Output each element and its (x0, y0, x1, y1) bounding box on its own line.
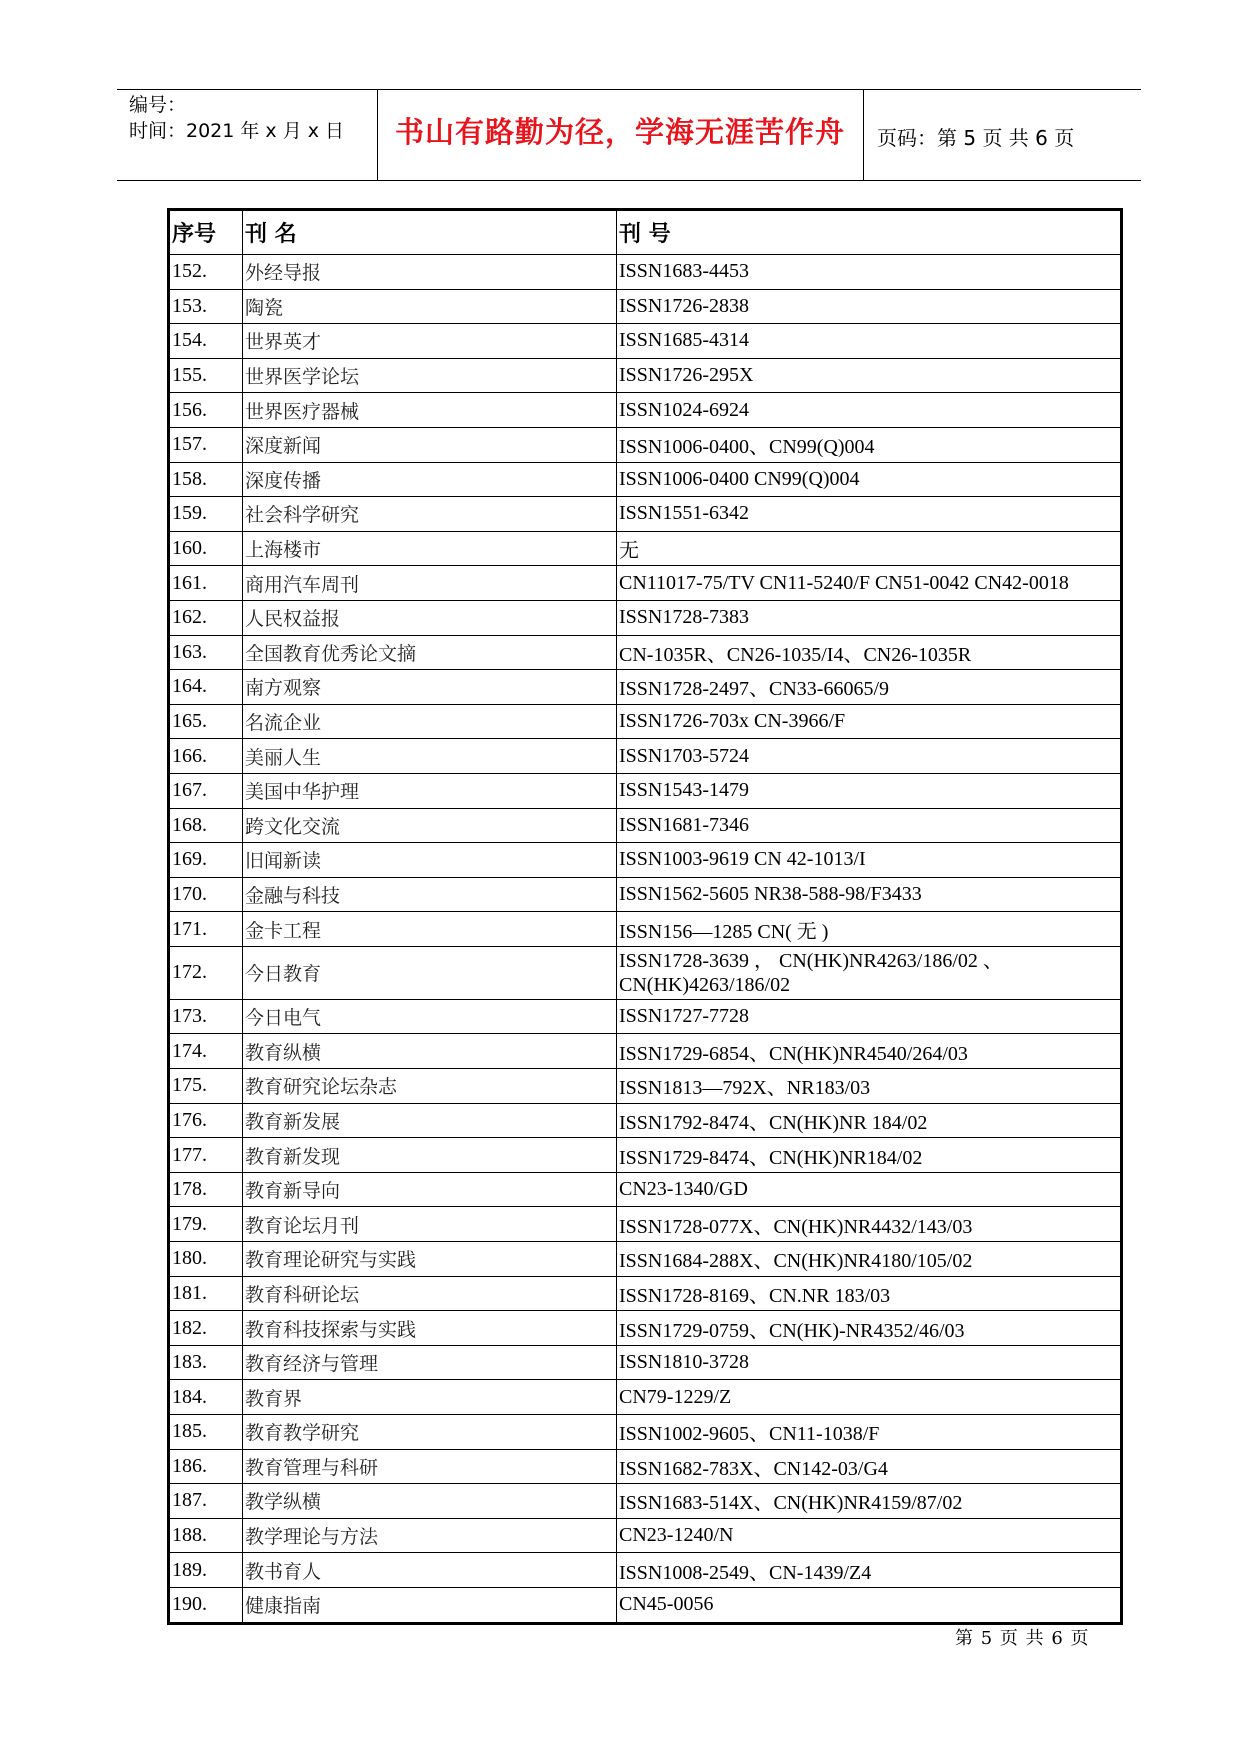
row-number: 163. (169, 635, 243, 670)
row-number: 177. (169, 1138, 243, 1173)
table-row (169, 739, 1122, 774)
row-number: 186. (169, 1449, 243, 1484)
row-number: 188. (169, 1518, 243, 1553)
document-time-label: 时间：2021 年 x 月 x 日 (129, 120, 345, 142)
column-header-number: 序号 (169, 210, 243, 255)
table-row (169, 877, 1122, 912)
journal-name: 教育教学研究 (243, 1415, 617, 1450)
row-number: 173. (169, 999, 243, 1034)
row-number: 159. (169, 497, 243, 532)
page-header (117, 89, 1141, 181)
journal-issn: ISSN1728-3639 ， CN(HK)NR4263/186/02 、 CN(HK)4263/186/02 (617, 946, 1122, 999)
header-meta (129, 92, 344, 144)
journal-name: 教育管理与科研 (243, 1449, 617, 1484)
journal-issn: CN23-1340/GD (617, 1172, 1122, 1207)
table-row (169, 1242, 1122, 1277)
table-row (169, 1587, 1122, 1623)
journal-name: 教学纵横 (243, 1484, 617, 1519)
journal-name: 健康指南 (243, 1587, 617, 1623)
journal-name: 全国教育优秀论文摘 (243, 635, 617, 670)
row-number: 185. (169, 1415, 243, 1450)
table-body (169, 255, 1122, 1624)
row-number: 154. (169, 324, 243, 359)
journal-name: 上海楼市 (243, 531, 617, 566)
table-row (169, 255, 1122, 290)
row-number: 160. (169, 531, 243, 566)
journal-issn: ISSN1562-5605 NR38-588-98/F3433 (617, 877, 1122, 912)
table-row (169, 999, 1122, 1034)
journal-name: 美国中华护理 (243, 773, 617, 808)
table-row (169, 1034, 1122, 1069)
row-number: 187. (169, 1484, 243, 1519)
journal-name: 世界英才 (243, 324, 617, 359)
table-row (169, 462, 1122, 497)
row-number: 165. (169, 704, 243, 739)
journal-issn: ISSN1543-1479 (617, 773, 1122, 808)
journal-name: 教育新导向 (243, 1172, 617, 1207)
journal-name: 外经导报 (243, 255, 617, 290)
row-number: 172. (169, 946, 243, 999)
journal-issn: ISSN1728-7383 (617, 600, 1122, 635)
row-number: 157. (169, 427, 243, 462)
table-row (169, 531, 1122, 566)
journal-name: 人民权益报 (243, 600, 617, 635)
journal-name: 教育科研论坛 (243, 1276, 617, 1311)
row-number: 189. (169, 1553, 243, 1588)
journal-table (167, 208, 1123, 1625)
row-number: 168. (169, 808, 243, 843)
journal-issn: ISSN1024-6924 (617, 393, 1122, 428)
journal-issn: ISSN1681-7346 (617, 808, 1122, 843)
journal-issn: ISSN1726-703x CN-3966/F (617, 704, 1122, 739)
table-row (169, 1518, 1122, 1553)
table-row (169, 393, 1122, 428)
row-number: 170. (169, 877, 243, 912)
journal-name: 跨文化交流 (243, 808, 617, 843)
journal-issn: 无 (617, 531, 1122, 566)
journal-issn: ISSN1729-6854、CN(HK)NR4540/264/03 (617, 1034, 1122, 1069)
row-number: 178. (169, 1172, 243, 1207)
row-number: 162. (169, 600, 243, 635)
journal-name: 南方观察 (243, 670, 617, 705)
row-number: 175. (169, 1069, 243, 1104)
column-header-name: 刊 名 (243, 210, 617, 255)
table-row (169, 704, 1122, 739)
journal-issn: CN23-1240/N (617, 1518, 1122, 1553)
row-number: 174. (169, 1034, 243, 1069)
table-row (169, 1415, 1122, 1450)
journal-issn: CN-1035R、CN26-1035/I4、CN26-1035R (617, 635, 1122, 670)
table-row (169, 566, 1122, 601)
journal-issn: ISSN1728-077X、CN(HK)NR4432/143/03 (617, 1207, 1122, 1242)
table-row (169, 1069, 1122, 1104)
page-footer: 第 5 页 共 6 页 (955, 1628, 1090, 1649)
journal-issn: ISSN1551-6342 (617, 497, 1122, 532)
journal-issn: ISSN1727-7728 (617, 999, 1122, 1034)
table-row (169, 1207, 1122, 1242)
table-header-row (169, 210, 1122, 255)
journal-name: 教学理论与方法 (243, 1518, 617, 1553)
row-number: 171. (169, 912, 243, 947)
table-row (169, 600, 1122, 635)
journal-issn: ISSN1003-9619 CN 42-1013/I (617, 843, 1122, 878)
table-row (169, 808, 1122, 843)
journal-issn: ISSN1703-5724 (617, 739, 1122, 774)
table-row (169, 497, 1122, 532)
column-header-issn: 刊 号 (617, 210, 1122, 255)
table-row (169, 427, 1122, 462)
table-row (169, 1311, 1122, 1346)
journal-name: 教育纵横 (243, 1034, 617, 1069)
journal-issn: ISSN1683-4453 (617, 255, 1122, 290)
journal-name: 金卡工程 (243, 912, 617, 947)
row-number: 176. (169, 1103, 243, 1138)
journal-name: 名流企业 (243, 704, 617, 739)
row-number: 179. (169, 1207, 243, 1242)
header-divider (863, 90, 864, 180)
journal-name: 今日电气 (243, 999, 617, 1034)
journal-issn: ISSN1729-0759、CN(HK)-NR4352/46/03 (617, 1311, 1122, 1346)
journal-issn: ISSN1813—792X、NR183/03 (617, 1069, 1122, 1104)
journal-name: 陶瓷 (243, 289, 617, 324)
journal-issn: CN11017-75/TV CN11-5240/F CN51-0042 CN42-0018 (617, 566, 1122, 601)
journal-issn: ISSN1002-9605、CN11-1038/F (617, 1415, 1122, 1450)
journal-name: 旧闻新读 (243, 843, 617, 878)
table-row (169, 1553, 1122, 1588)
journal-issn: ISSN1810-3728 (617, 1345, 1122, 1380)
journal-name: 世界医疗器械 (243, 393, 617, 428)
journal-name: 美丽人生 (243, 739, 617, 774)
journal-name: 教育科技探索与实践 (243, 1311, 617, 1346)
table-row (169, 1138, 1122, 1173)
table-row (169, 946, 1122, 999)
row-number: 156. (169, 393, 243, 428)
journal-issn: ISSN1728-2497、CN33-66065/9 (617, 670, 1122, 705)
table-row (169, 289, 1122, 324)
table-row (169, 1172, 1122, 1207)
row-number: 190. (169, 1587, 243, 1623)
journal-issn: CN45-0056 (617, 1587, 1122, 1623)
table-row (169, 635, 1122, 670)
journal-issn: ISSN1684-288X、CN(HK)NR4180/105/02 (617, 1242, 1122, 1277)
journal-name: 今日教育 (243, 946, 617, 999)
table-row (169, 1276, 1122, 1311)
table-row (169, 324, 1122, 359)
journal-issn: ISSN1685-4314 (617, 324, 1122, 359)
journal-name: 教育界 (243, 1380, 617, 1415)
header-motto: 书山有路勤为径，学海无涯苦作舟 (394, 115, 845, 149)
row-number: 183. (169, 1345, 243, 1380)
journal-issn: ISSN1006-0400 CN99(Q)004 (617, 462, 1122, 497)
row-number: 180. (169, 1242, 243, 1277)
row-number: 161. (169, 566, 243, 601)
row-number: 166. (169, 739, 243, 774)
journal-issn: ISSN1008-2549、CN-1439/Z4 (617, 1553, 1122, 1588)
table-row (169, 1345, 1122, 1380)
journal-issn: ISSN1683-514X、CN(HK)NR4159/87/02 (617, 1484, 1122, 1519)
journal-issn: CN79-1229/Z (617, 1380, 1122, 1415)
document-number-label: 编号： (129, 94, 187, 116)
journal-name: 世界医学论坛 (243, 358, 617, 393)
row-number: 158. (169, 462, 243, 497)
table-row (169, 773, 1122, 808)
journal-issn: ISSN1006-0400、CN99(Q)004 (617, 427, 1122, 462)
journal-name: 金融与科技 (243, 877, 617, 912)
journal-issn: ISSN1682-783X、CN142-03/G4 (617, 1449, 1122, 1484)
table-row (169, 358, 1122, 393)
row-number: 184. (169, 1380, 243, 1415)
journal-issn: ISSN1729-8474、CN(HK)NR184/02 (617, 1138, 1122, 1173)
table-row (169, 1380, 1122, 1415)
table-row (169, 1484, 1122, 1519)
row-number: 155. (169, 358, 243, 393)
header-page-label: 页码：第 5 页 共 6 页 (877, 126, 1075, 150)
journal-issn: ISSN1728-8169、CN.NR 183/03 (617, 1276, 1122, 1311)
journal-name: 教育论坛月刊 (243, 1207, 617, 1242)
row-number: 167. (169, 773, 243, 808)
table-row (169, 1103, 1122, 1138)
row-number: 182. (169, 1311, 243, 1346)
journal-name: 商用汽车周刊 (243, 566, 617, 601)
journal-name: 教育新发现 (243, 1138, 617, 1173)
journal-issn: ISSN156—1285 CN( 无 ) (617, 912, 1122, 947)
row-number: 169. (169, 843, 243, 878)
table-row (169, 670, 1122, 705)
journal-name: 教育新发展 (243, 1103, 617, 1138)
table-row (169, 912, 1122, 947)
journal-issn: ISSN1726-295X (617, 358, 1122, 393)
journal-name: 深度传播 (243, 462, 617, 497)
table-row (169, 843, 1122, 878)
journal-issn: ISSN1792-8474、CN(HK)NR 184/02 (617, 1103, 1122, 1138)
table-row (169, 1449, 1122, 1484)
journal-name: 社会科学研究 (243, 497, 617, 532)
row-number: 164. (169, 670, 243, 705)
journal-issn: ISSN1726-2838 (617, 289, 1122, 324)
journal-name: 教育理论研究与实践 (243, 1242, 617, 1277)
journal-name: 教育研究论坛杂志 (243, 1069, 617, 1104)
row-number: 152. (169, 255, 243, 290)
journal-name: 教书育人 (243, 1553, 617, 1588)
row-number: 181. (169, 1276, 243, 1311)
row-number: 153. (169, 289, 243, 324)
journal-name: 深度新闻 (243, 427, 617, 462)
journal-name: 教育经济与管理 (243, 1345, 617, 1380)
